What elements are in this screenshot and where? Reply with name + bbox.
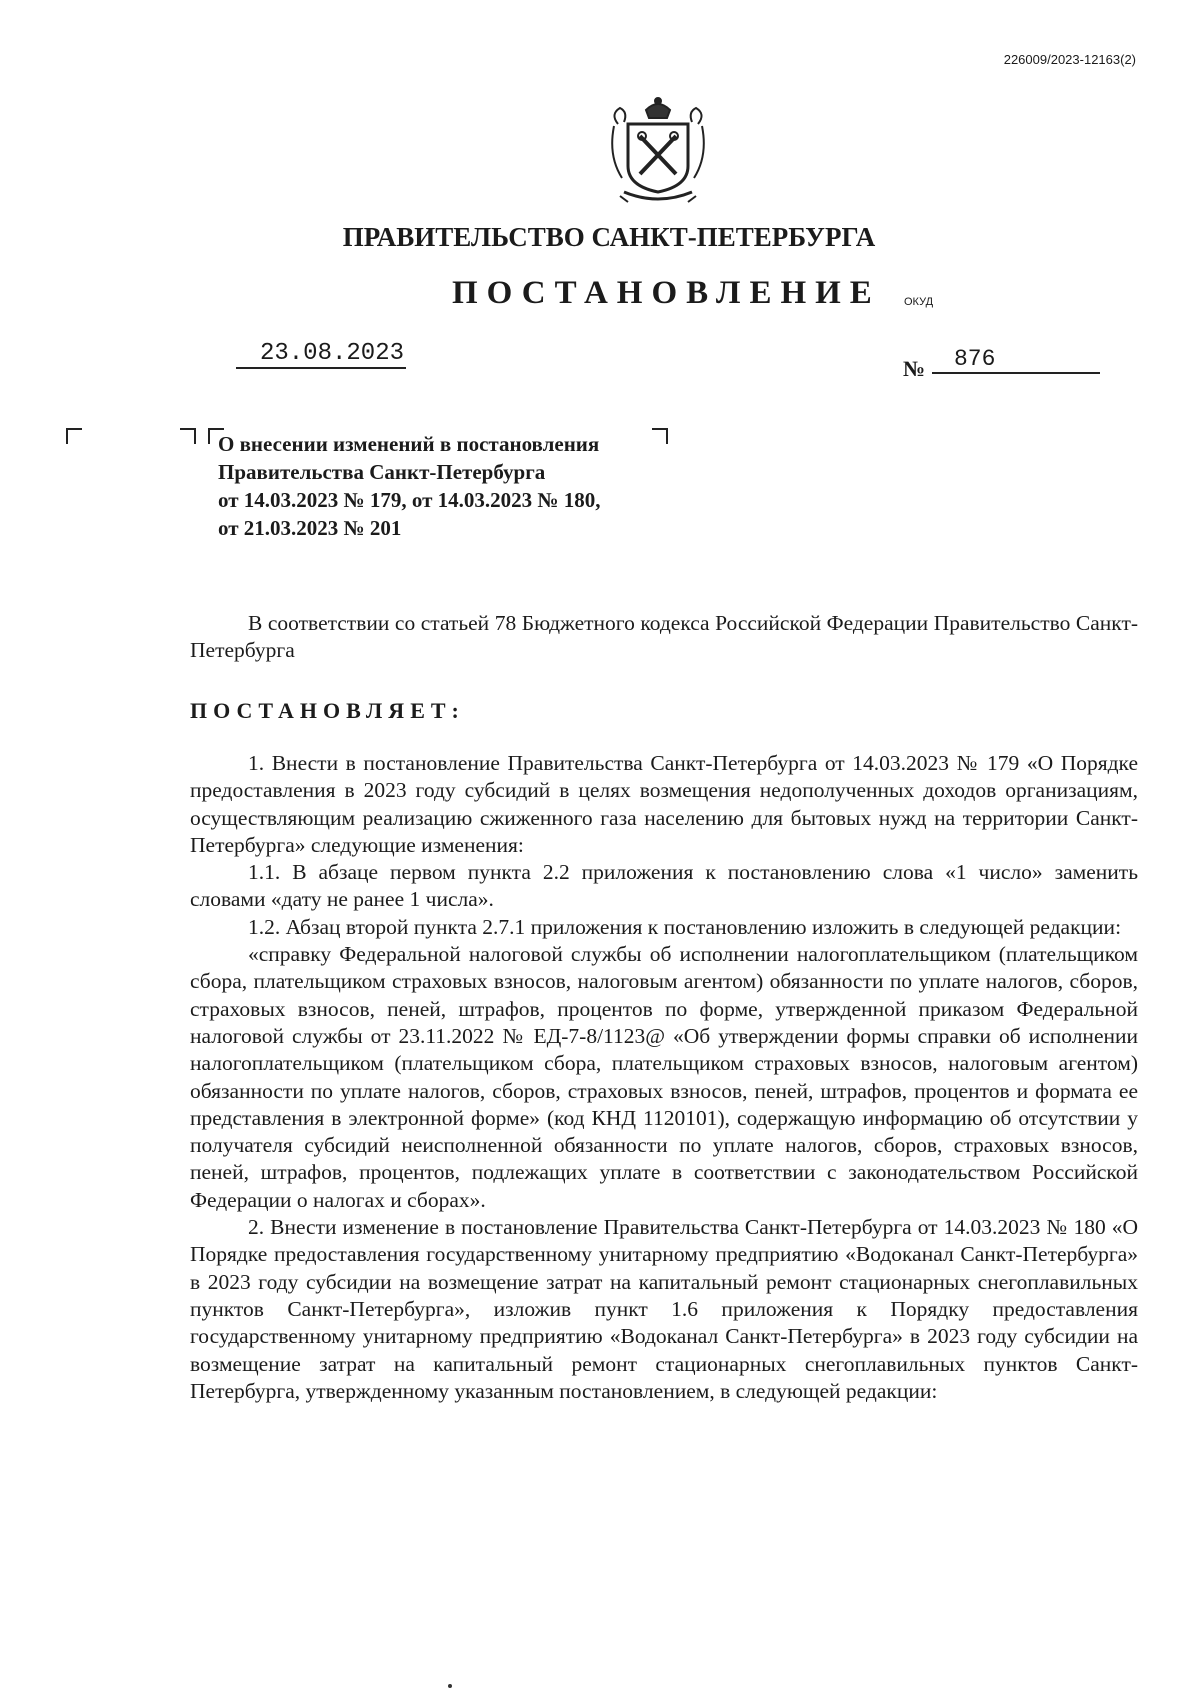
number-sign: № [903,356,926,381]
document-date: 23.08.2023 [259,340,404,367]
decree-subject [218,430,601,542]
corner-mark-mid-left [180,428,196,444]
paragraph: 2. Внести изменение в постановление Правительства Санкт-Петербурга от 14.03.2023 № 180 «О Порядке предоставления государственному унитарному предприятию «Водоканал Санкт-Петербурга» в 2023 году субсидии на возмещение затрат на капитальный ремонт стационарных снегоплавильных пунктов Санкт-Петербурга», изложив пункт 1.6 приложения к Порядку предоставления государственному унитарному предприятию «Водоканал Санкт-Петербурга» в 2023 году субсидии на возмещение затрат на капитальный ремонт стационарных снегоплавильных пунктов Санкт-Петербурга, утвержденному указанным постановлением, в следующей редакции: [190,1215,1138,1403]
paragraph: «справку Федеральной налоговой службы об исполнении налогоплательщиком (плательщиком сбора, плательщиком страховых взносов, налоговым агентом) обязанности по уплате налогов, сборов, страховых взносов, пеней, штрафов, процентов по форме, утвержденной приказом Федеральной налоговой службы от 23.11.2022 № ЕД-7-8/1123@ «Об утверждении формы справки об исполнении налогоплательщиком (плательщиком сбора, плательщиком страховых взносов, налоговым агентом) обязанности по уплате налогов, сборов, страховых взносов, пеней, штрафов, процентов и формата ее представления в электронной форме» (код КНД 1120101), содержащую информацию об отсутствии у получателя субсидий неисполненной обязанности по уплате налогов, сборов, страховых взносов, пеней, штрафов, процентов, подлежащих уплате в соответствии с законодательством Российской Федерации о налогах и сборах». [190,942,1138,1212]
scan-speck [448,1684,452,1688]
paragraph: 1.1. В абзаце первом пункта 2.2 приложения к постановлению слова «1 число» заменить словами «дату не ранее 1 числа». [190,860,1138,912]
preamble: В соответствии со статьей 78 Бюджетного кодекса Российской Федерации Правительство Санкт-Петербурга [190,611,1138,663]
subject-line: Правительства Санкт-Петербурга [218,460,546,484]
number-field [932,346,1100,374]
registration-number: 226009/2023-12163(2) [1003,52,1136,67]
subject-line: от 14.03.2023 № 179, от 14.03.2023 № 180, [218,488,601,512]
paragraph: 1.2. Абзац второй пункта 2.7.1 приложения к постановлению изложить в следующей редакции: [248,914,1122,939]
decree-body [190,750,1138,1405]
date-field [236,340,406,369]
subject-line: от 21.03.2023 № 201 [218,516,402,540]
okud-label: ОКУД [904,296,934,308]
subject-line: О внесении изменений в постановления [218,432,600,456]
authority-title: ПРАВИТЕЛЬСТВО САНКТ-ПЕТЕРБУРГА [342,222,876,252]
paragraph: 1. Внести в постановление Правительства Санкт-Петербурга от 14.03.2023 № 179 «О Порядке предоставления в 2023 году субсидий в целях возмещения недополученных доходов организациям, осуществляющим реализацию сжиженного газа населению для бытовых нужд на территории Санкт-Петербурга» следующие изменения: [190,751,1138,857]
corner-mark-left [66,428,82,444]
document-type: ПОСТАНОВЛЕНИЕ [452,275,881,311]
coat-of-arms-emblem [606,96,710,206]
document-number: 876 [954,346,996,372]
corner-mark-right [652,428,668,444]
resolves-heading: ПОСТАНОВЛЯЕТ: [190,698,465,723]
